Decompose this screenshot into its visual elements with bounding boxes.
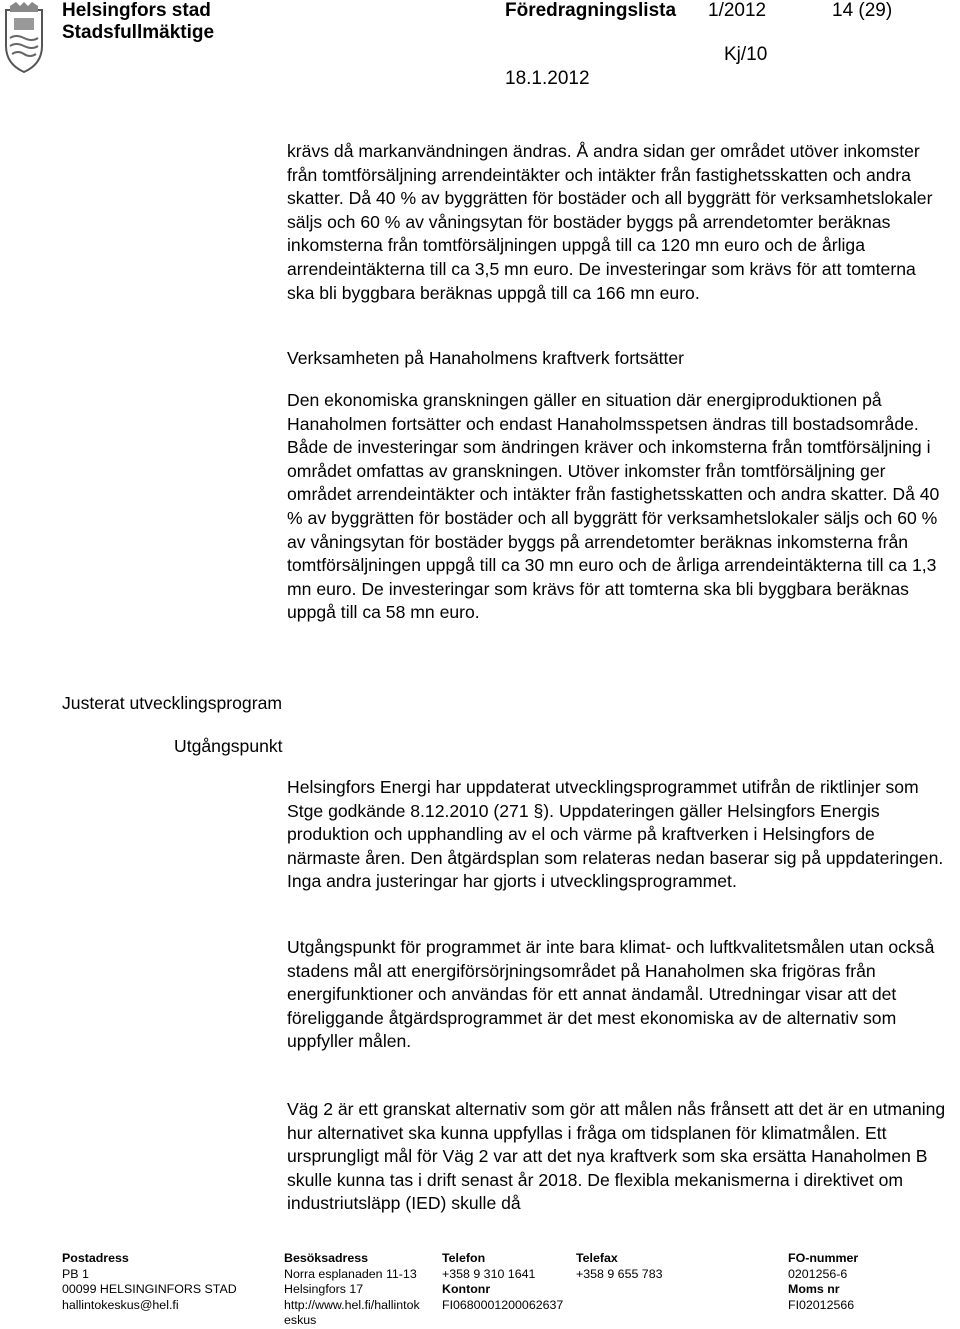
header-doc-number: 1/2012: [708, 0, 767, 21]
footer-visit-city: Helsingfors 17: [284, 1282, 364, 1296]
footer-phone: [442, 1251, 563, 1313]
footer-phone-head: Telefon: [442, 1251, 486, 1265]
side-heading-justerat: Justerat utvecklingsprogram: [62, 693, 283, 713]
footer-fax-number: +358 9 655 783: [576, 1266, 663, 1281]
paragraph-4: [287, 776, 947, 894]
paragraph-6-text: Väg 2 är ett granskat alternativ som gör att målen nås frånsett att det är en utmaning hur alternativet ska kunna uppfyllas i fråga om tidsplanen för klimatmålen. Ett ursprungligt mål för Väg 2 var att det nya kraftverk som ska ersätta Hanaholmen B skulle kunna tas i drift senast år 2018. De flexibla mekanismerna i direktivet om industriutsläpp (IED) skulle då: [287, 1099, 946, 1214]
footer-fax: [576, 1251, 662, 1282]
paragraph-1: [287, 140, 947, 305]
footer-visit-street: Norra esplanaden 11-13: [284, 1266, 417, 1281]
footer-business-id-value: 0201256-6: [788, 1266, 848, 1281]
footer-visit-head: Besöksadress: [284, 1251, 369, 1265]
helsinki-coat-of-arms-icon: [2, 2, 46, 74]
paragraph-5: [287, 936, 947, 1054]
header-page: 14 (29): [832, 0, 893, 21]
paragraph-3-text: Den ekonomiska granskningen gäller en situation där energiproduktionen på Hanaholmen fortsätter och endast Hanaholmsspetsen ändras till bostadsområde. Både de investeringar som ändringen kräver och inkomsterna från tomtförsäljning i området omfattas av granskningen. Utöver inkomster från tomtförsäljning ger området arrendeintäkter och intäkter från fastighetsskatten och andra skatter. Då 40 % av byggrätten för bostäder och all byggrätt för verksamhetslokaler säljs och 60 % av våningsytan för bostäder byggs på arrendetomter beräknas inkomsterna från tomtförsäljningen uppgå till ca 30 mn euro och de årliga arrendeintäkterna till ca 1,3 mn euro. De investeringar som krävs för att tomterna ska bli byggbara beräknas uppgå till ca 58 mn euro.: [287, 390, 940, 623]
footer-postal-city: 00099 HELSINGINFORS STAD: [62, 1282, 237, 1296]
header-section: Kj/10: [724, 44, 768, 65]
footer-postal: [62, 1251, 237, 1313]
subheading-kraftverk: Verksamheten på Hanaholmens kraftverk fortsätter: [287, 348, 685, 368]
footer-fax-head: Telefax: [576, 1251, 618, 1265]
footer-website[interactable]: http://www.hel.fi/hallintok: [284, 1297, 420, 1312]
paragraph-2: [287, 347, 947, 371]
footer-website-cont[interactable]: eskus: [284, 1313, 317, 1327]
footer-business-id: [788, 1251, 858, 1313]
footer-vat-head: Moms nr: [788, 1282, 840, 1296]
header-doc-type: Föredragningslista: [505, 0, 677, 21]
header-unit: Stadsfullmäktige: [62, 22, 215, 43]
side-heading-utgangspunkt: Utgångspunkt: [174, 736, 283, 756]
paragraph-4-text: Helsingfors Energi har uppdaterat utvecklingsprogrammet utifrån de riktlinjer som Stge godkände 8.12.2010 (271 §). Uppdateringen gäller Helsingfors Energis produktion och upphandling av el och värme på kraftverken i Helsingfors de närmaste åren. Den åtgärdsplan som relateras nedan baserar sig på uppdateringen. Inga andra justeringar har gjorts i utvecklingsprogrammet.: [287, 777, 944, 892]
paragraph-1-text: krävs då markanvändningen ändras. Å andra sidan ger området utöver inkomster från tomtförsäljning arrendeintäkter och intäkter från fastighetsskatten och andra skatter. Då 40 % av byggrätten för bostäder och all byggrätt för verksamhetslokaler säljs och 60 % av våningsytan för bostäder byggs på arrendetomter beräknas inkomsterna från tomtförsäljningen uppgå till ca 120 mn euro och de årliga arrendeintäkterna till ca 3,5 mn euro. De investeringar som krävs för att tomterna ska bli byggbara beräknas uppgå till ca 166 mn euro.: [287, 141, 933, 303]
footer-phone-number: +358 9 310 1641: [442, 1266, 536, 1281]
header-date: 18.1.2012: [505, 68, 590, 89]
footer-business-id-head: FO-nummer: [788, 1251, 859, 1265]
footer-postal-head: Postadress: [62, 1251, 129, 1265]
footer-vat-value: FI02012566: [788, 1297, 855, 1312]
footer-email[interactable]: hallintokeskus@hel.fi: [62, 1297, 179, 1312]
footer-postal-box: PB 1: [62, 1266, 89, 1281]
footer-account-head: Kontonr: [442, 1282, 491, 1296]
paragraph-6: [287, 1098, 947, 1216]
footer-visit: [284, 1251, 420, 1329]
header-org: Helsingfors stad: [62, 0, 211, 21]
paragraph-3: [287, 389, 947, 625]
footer-account-number: FI0680001200062637: [442, 1297, 564, 1312]
paragraph-5-text: Utgångspunkt för programmet är inte bara klimat- och luftkvalitetsmålen utan också stadens mål att energiförsörjningsområdet på Hanaholmen ska frigöras från energifunktioner och användas för ett annat ändamål. Utredningar visar att det föreliggande åtgärdsprogrammet är det mest ekonomiska av de alternativ som uppfyller målen.: [287, 937, 935, 1052]
